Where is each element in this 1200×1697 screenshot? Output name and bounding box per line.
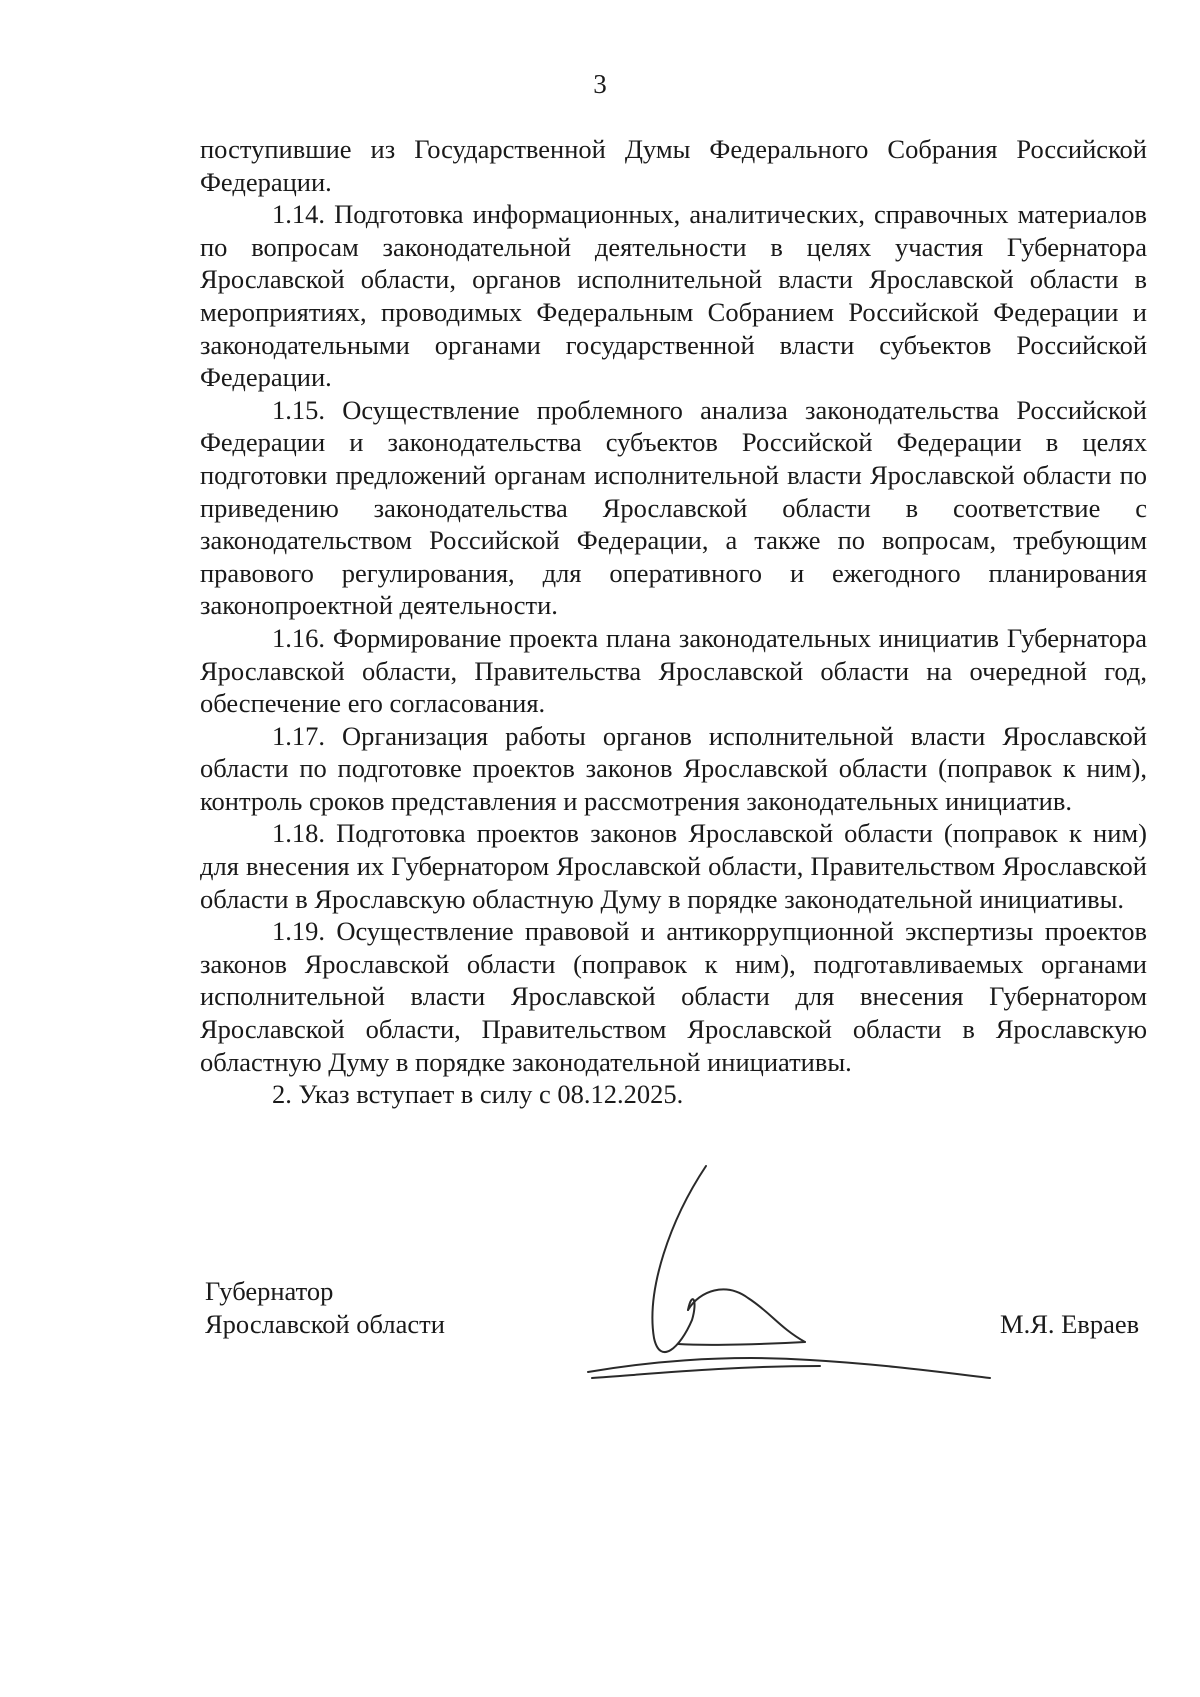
paragraph: 1.16. Формирование проекта плана законодательных инициатив Губернатора Ярославской области, Правительства Ярославской области на очередной год, обеспечение его согласования. [200, 622, 1147, 719]
paragraph: 1.14. Подготовка информационных, аналитических, справочных материалов по вопросам законодательной деятельности в целях участия Губернатора Ярославской области, органов исполнительной власти Ярославской области в мероприятиях, проводимых Федеральным Собранием Российской Федерации и законодательными органами государственной власти субъектов Российской Федерации. [200, 199, 1147, 393]
document-body [200, 133, 1147, 1111]
signatory-name: М.Я. Евраев [1000, 1309, 1140, 1339]
paragraph: поступившие из Государственной Думы Федерального Собрания Российской Федерации. [200, 134, 1147, 197]
paragraph: 1.19. Осуществление правовой и антикоррупционной экспертизы проектов законов Ярославской области (поправок к ним), подготавливаемых органами исполнительной власти Ярославской области для внесения Губернатором Ярославской области, Правительством Ярославской области в Ярославскую областную Думу в порядке законодательной инициативы. [200, 916, 1147, 1077]
signatory-title [205, 1275, 445, 1341]
signatory-title-line: Ярославской области [205, 1309, 445, 1339]
signature-stroke [678, 1342, 805, 1345]
paragraph: 2. Указ вступает в силу с 08.12.2025. [272, 1079, 684, 1110]
page-number: 3 [593, 69, 607, 99]
signature-stroke [688, 1289, 805, 1342]
signature-stroke [652, 1166, 706, 1352]
signatory-title-line: Губернатор [205, 1276, 334, 1306]
paragraph: 1.18. Подготовка проектов законов Ярославской области (поправок к ним) для внесения их Губернатором Ярославской области, Правительством Ярославской области в Ярославскую областную Думу в порядке законодательной инициативы. [200, 818, 1147, 914]
paragraph: 1.15. Осуществление проблемного анализа законодательства Российской Федерации и законодательства субъектов Российской Федерации в целях подготовки предложений органам исполнительной власти Ярославской области по приведению законодательства Ярославской области в соответствие с законодательством Российской Федерации, а также по вопросам, требующим правового регулирования, для оперативного и ежегодного планирования законопроектной деятельности. [200, 394, 1147, 621]
paragraph: 1.17. Организация работы органов исполнительной власти Ярославской области по подготовке проектов законов Ярославской области (поправок к ним), контроль сроков представления и рассмотрения законодательных инициатив. [200, 720, 1147, 816]
signature-stroke [592, 1366, 820, 1378]
handwritten-signature [580, 1150, 1040, 1400]
signature-stroke [588, 1358, 990, 1378]
